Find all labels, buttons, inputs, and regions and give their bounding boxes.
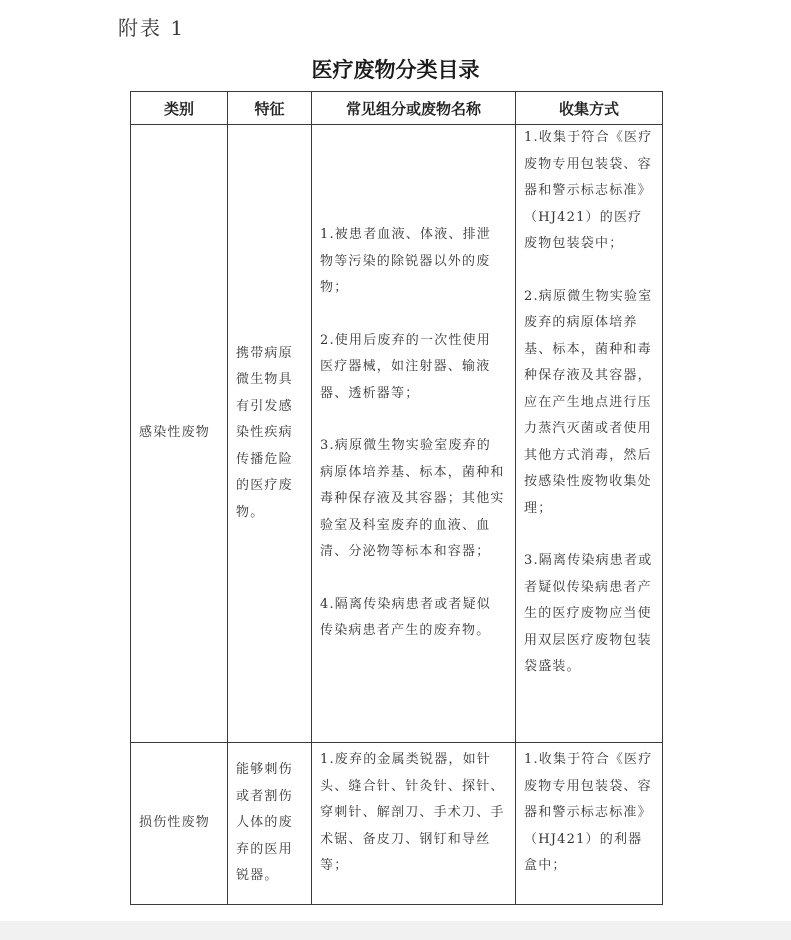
header-collection: 收集方式 — [516, 92, 663, 125]
row-feature — [228, 125, 312, 743]
feature-text: 能够刺伤或者割伤人体的废弃的医用锐器。 — [236, 762, 293, 884]
collection-item: 3.隔离传染病患者或者疑似传染病患者产生的医疗废物应当使用双层医疗废物包装袋盛装。 — [524, 553, 653, 674]
component-item: 1.被患者血液、体液、排泄物等污染的除锐器以外的废物； — [320, 227, 492, 296]
row-collection — [516, 743, 663, 905]
row-feature — [228, 743, 312, 905]
component-item: 3.病原微生物实验室废弃的病原体培养基、标本，菌种和毒种保存液及其容器；其他实验室及科室废弃的血液、血清、分泌物等标本和容器； — [320, 438, 505, 560]
header-feature: 特征 — [228, 92, 312, 125]
component-item: 4.隔离传染病患者或者疑似传染病患者产生的废弃物。 — [320, 596, 492, 639]
header-components: 常见组分或废物名称 — [312, 92, 516, 125]
row-components — [312, 743, 516, 905]
table-row — [131, 743, 663, 905]
appendix-label: 附表 1 — [118, 16, 186, 40]
row-components — [312, 125, 516, 743]
header-category: 类别 — [131, 92, 228, 125]
collection-item: 1.收集于符合《医疗废物专用包装袋、容器和警示标志标准》（HJ421）的医疗废物包装袋中； — [524, 130, 653, 251]
table-header-row — [131, 92, 663, 125]
row-category: 损伤性废物 — [131, 743, 228, 905]
collection-item: 2.病原微生物实验室废弃的病原体培养基、标本，菌种和毒种保存液及其容器，应在产生地点进行压力蒸汽灭菌或者使用其他方式消毒，然后按感染性废物收集处理； — [524, 288, 653, 516]
waste-classification-table — [130, 91, 663, 905]
feature-text: 携带病原微生物具有引发感染性疾病传播危险的医疗废物。 — [236, 345, 293, 520]
component-item: 1.废弃的金属类锐器，如针头、缝合针、针灸针、探针、穿刺针、解剖刀、手术刀、手术锯、备皮刀、钢钉和导丝等； — [320, 752, 505, 873]
bottom-band — [0, 921, 791, 940]
page-title: 医疗废物分类目录 — [311, 58, 480, 82]
row-category: 感染性废物 — [131, 125, 228, 743]
collection-item: 1.收集于符合《医疗废物专用包装袋、容器和警示标志标准》（HJ421）的利器盒中； — [524, 752, 653, 873]
row-collection — [516, 125, 663, 743]
component-item: 2.使用后废弃的一次性使用医疗器械，如注射器、输液器、透析器等； — [320, 332, 492, 401]
table-row — [131, 125, 663, 743]
